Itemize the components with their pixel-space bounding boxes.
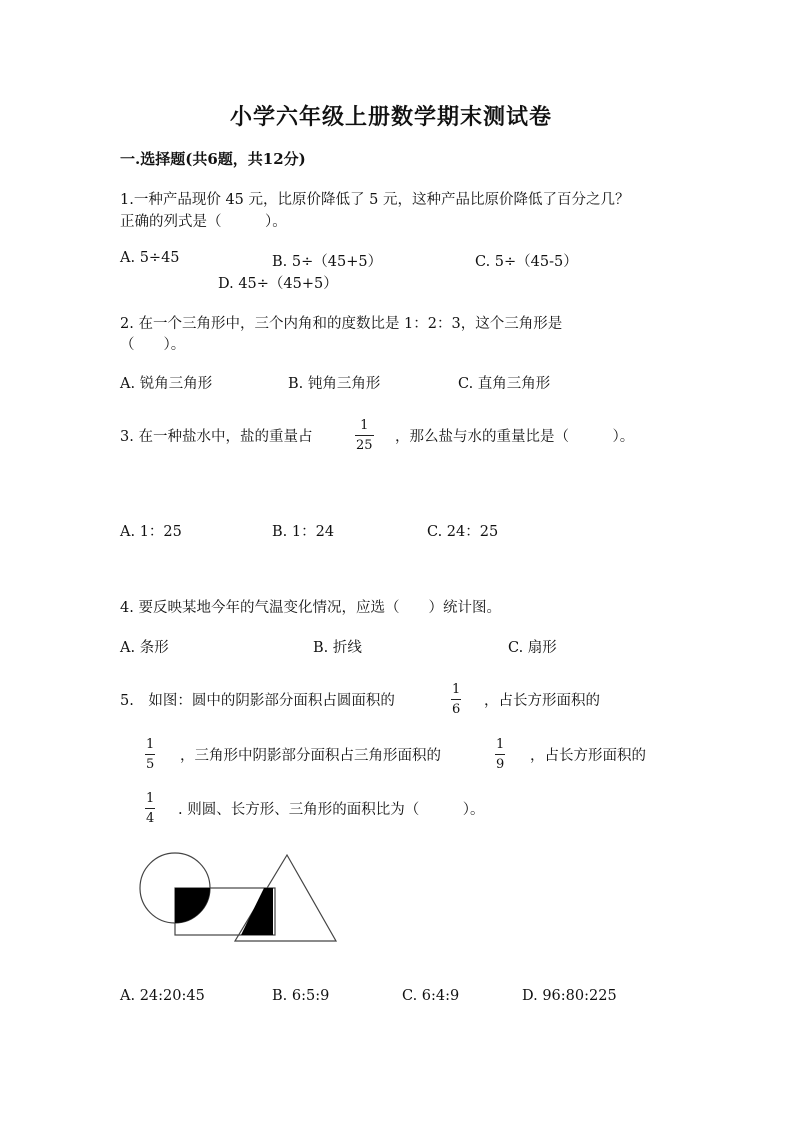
page-title: 小学六年级上册数学期末测试卷 (230, 104, 553, 130)
q5-fraction-4-numerator: 1 (146, 791, 155, 806)
section-heading: 一.选择题(共6题，共12分) (120, 150, 306, 168)
q3-option-b[interactable]: B. 1：24 (272, 524, 335, 540)
q3-prefix: 3. 在一种盐水中，盐的重量占 (120, 429, 313, 445)
fraction-bar (495, 754, 505, 755)
q5-part4: ，占长方形面积的 (530, 748, 646, 764)
q4-option-c[interactable]: C. 扇形 (508, 640, 557, 656)
q3-fraction (355, 418, 374, 453)
q1-option-a[interactable]: A. 5÷45 (120, 250, 180, 266)
q5-fraction-1 (451, 682, 461, 717)
q5-fraction-2 (145, 737, 155, 772)
q5-fraction-3-denominator: 9 (496, 757, 505, 772)
q5-fraction-2-numerator: 1 (146, 737, 155, 752)
q5-option-a[interactable]: A. 24:20:45 (120, 988, 205, 1004)
q2-line1: 2. 在一个三角形中，三个内角和的度数比是 1：2：3，这个三角形是 (120, 316, 563, 332)
q3-option-c[interactable]: C. 24：25 (427, 524, 499, 540)
q5-option-d[interactable]: D. 96:80:225 (522, 988, 617, 1004)
q5-option-b[interactable]: B. 6:5:9 (272, 988, 330, 1004)
q5-fraction-4-denominator: 4 (146, 811, 155, 826)
q1-line2: 正确的列式是（ ）。 (120, 214, 287, 230)
fraction-bar (451, 699, 461, 700)
q5-part2: ，占长方形面积的 (484, 693, 600, 709)
q4-option-a[interactable]: A. 条形 (120, 640, 169, 656)
q5-fraction-2-denominator: 5 (146, 757, 155, 772)
q1-option-d[interactable]: D. 45÷（45+5） (218, 276, 338, 292)
q1-line1: 1.一种产品现价 45 元，比原价降低了 5 元，这种产品比原价降低了百分之几？ (120, 192, 630, 208)
q5-geometry-figure (130, 848, 350, 958)
q1-option-c[interactable]: C. 5÷（45-5） (475, 254, 578, 270)
fraction-bar (355, 435, 374, 436)
q5-part3: ，三角形中阴影部分面积占三角形面积的 (180, 748, 441, 764)
q3-fraction-numerator: 1 (360, 418, 369, 433)
q5-fraction-1-numerator: 1 (452, 682, 461, 697)
q1-option-b[interactable]: B. 5÷（45+5） (272, 254, 383, 270)
fraction-bar (145, 754, 155, 755)
q4-option-b[interactable]: B. 折线 (313, 640, 362, 656)
q2-line2: （ ）。 (120, 337, 186, 353)
q4-line1: 4. 要反映某地今年的气温变化情况，应选（ ）统计图。 (120, 600, 501, 616)
q5-fraction-3-numerator: 1 (496, 737, 505, 752)
q3-option-a[interactable]: A. 1：25 (120, 524, 182, 540)
q3-fraction-denominator: 25 (356, 438, 373, 453)
q2-option-b[interactable]: B. 钝角三角形 (288, 376, 381, 392)
q5-part1: 5. 如图：圆中的阴影部分面积占圆面积的 (120, 693, 395, 709)
q2-option-a[interactable]: A. 锐角三角形 (120, 376, 213, 392)
q3-suffix: ，那么盐与水的重量比是（ ）。 (395, 429, 635, 445)
q5-fraction-3 (495, 737, 505, 772)
triangle-shaded-region (241, 888, 273, 935)
circle-shaded-region (175, 888, 210, 923)
q5-option-c[interactable]: C. 6:4:9 (402, 988, 460, 1004)
fraction-bar (145, 808, 155, 809)
q5-fraction-4 (145, 791, 155, 826)
q2-option-c[interactable]: C. 直角三角形 (458, 376, 551, 392)
q5-part5: . 则圆、长方形、三角形的面积比为（ ）。 (178, 802, 485, 818)
q5-fraction-1-denominator: 6 (452, 702, 461, 717)
